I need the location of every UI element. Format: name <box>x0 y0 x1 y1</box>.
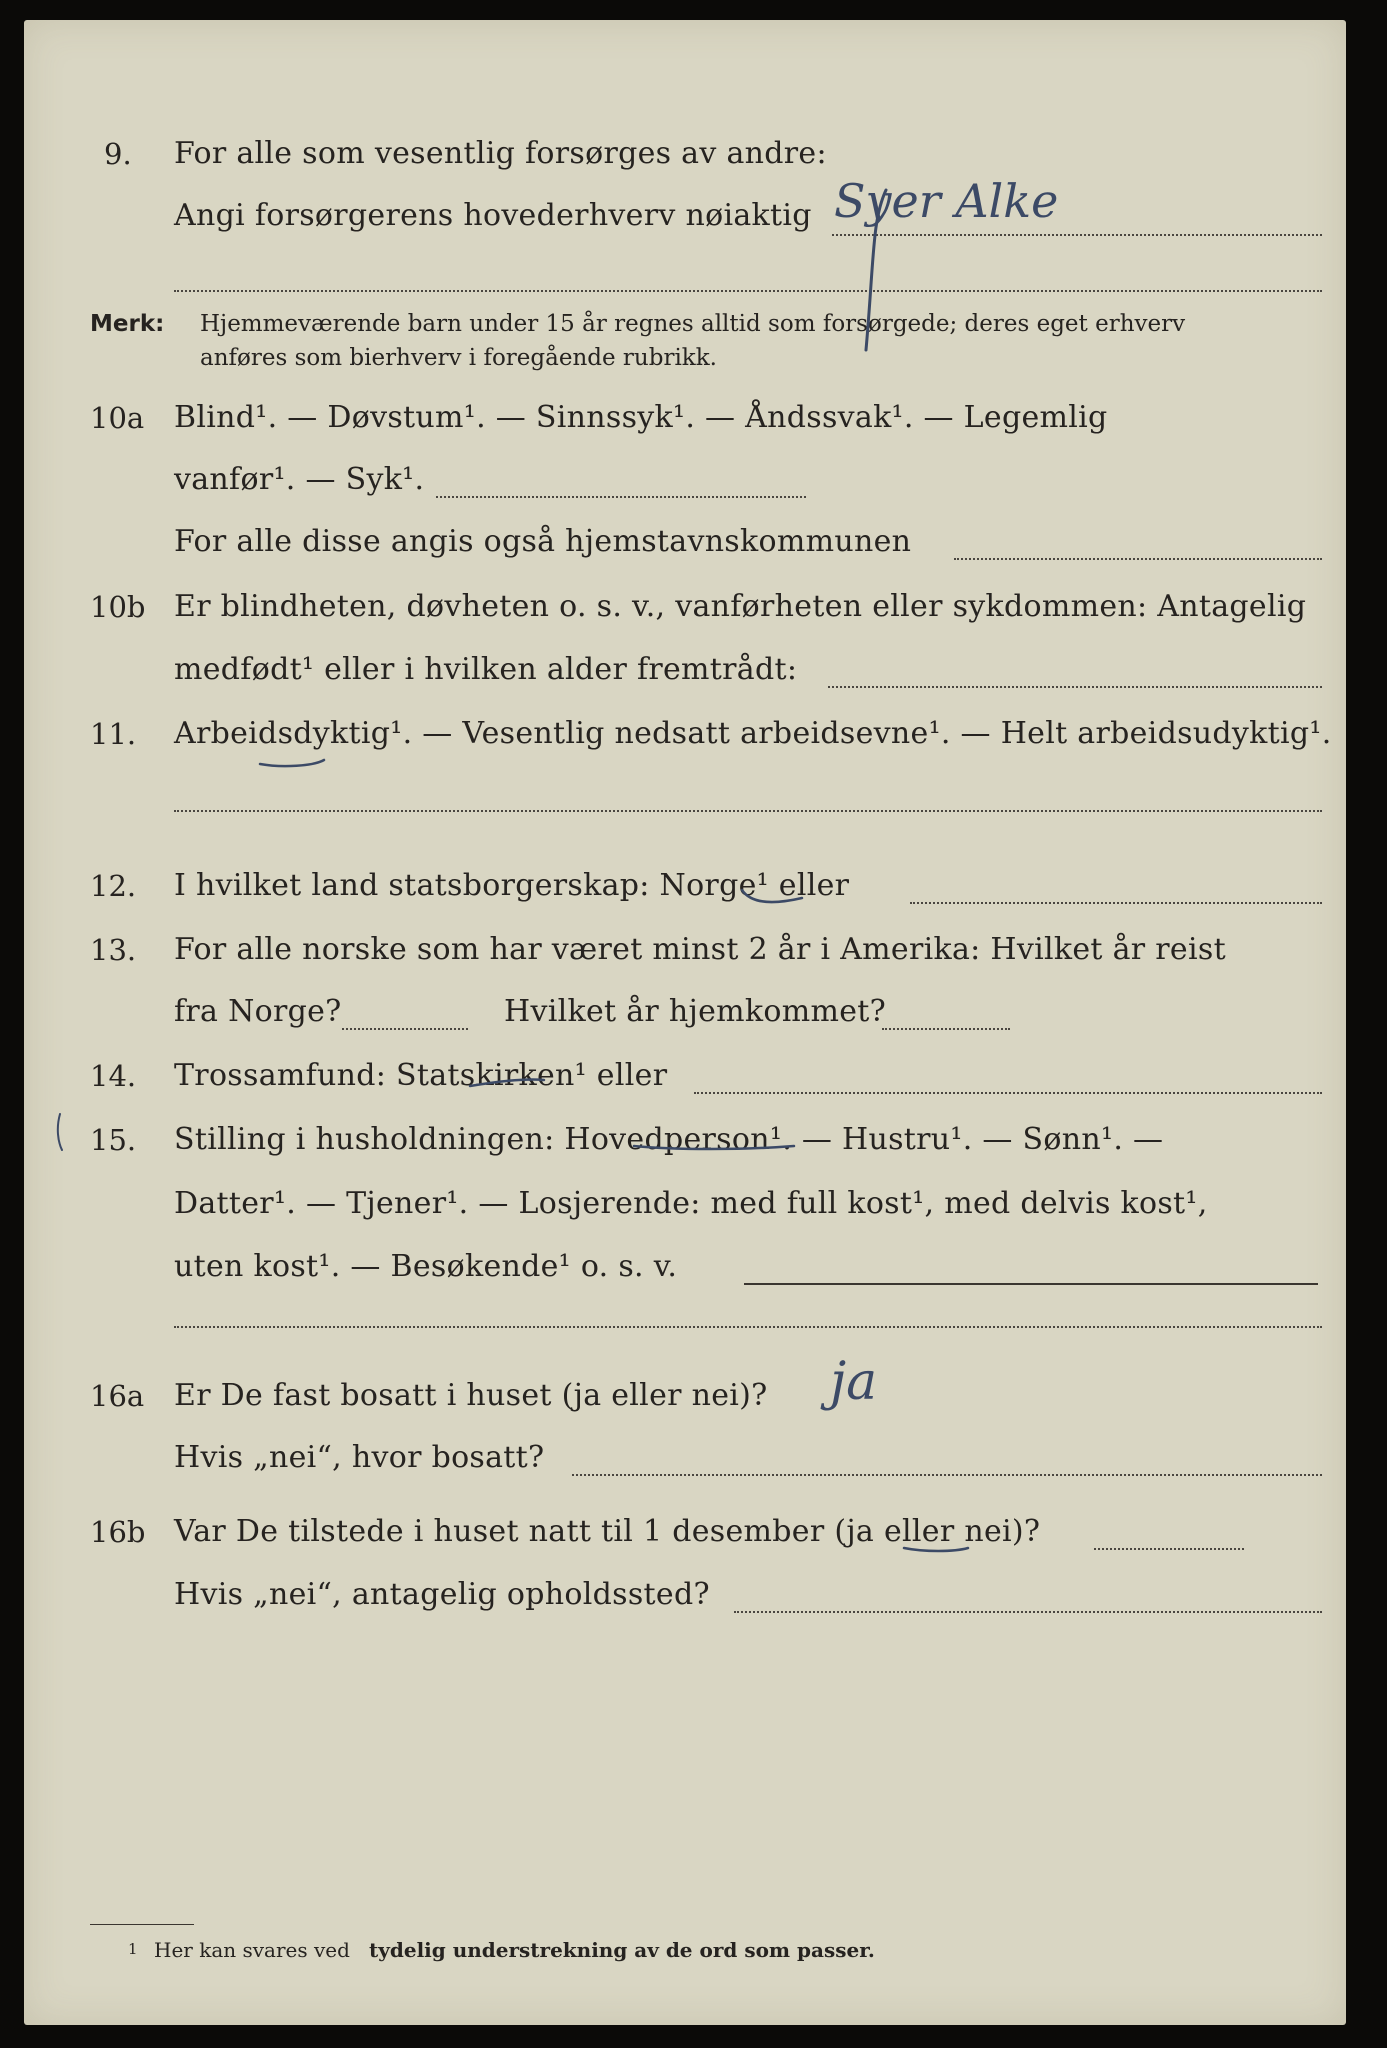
answer-line[interactable] <box>436 496 806 498</box>
footnote-text: Her kan svares ved <box>154 1938 350 1962</box>
question-13-line-2 <box>24 988 1346 1036</box>
question-number: 15. <box>90 1123 137 1157</box>
question-number: 12. <box>90 869 137 903</box>
question-number: 14. <box>90 1059 137 1093</box>
census-form-page <box>24 20 1346 2025</box>
question-text: fra Norge? <box>174 994 342 1029</box>
question-text: For alle norske som har været minst 2 år i Amerika: Hvilket år reist <box>174 932 1226 967</box>
note-label: Merk: <box>90 311 165 337</box>
question-text: Angi forsørgerens hovederhverv nøiaktig <box>174 198 812 233</box>
answer-line[interactable] <box>882 1028 1010 1030</box>
underline-arbeidsdyktig <box>260 760 324 766</box>
question-text: Er blindheten, døvheten o. s. v., vanførheten eller sykdommen: Antagelig <box>174 589 1307 624</box>
question-10a-line-3 <box>24 518 1346 566</box>
handwritten-answer: ja <box>830 1352 878 1412</box>
question-text: Trossamfund: Statskirken¹ eller <box>174 1058 668 1093</box>
question-text: vanfør¹. — Syk¹. <box>174 462 425 497</box>
answer-line[interactable] <box>954 558 1322 560</box>
question-14 <box>24 1052 1346 1100</box>
answer-line[interactable] <box>174 290 1322 292</box>
question-15 <box>24 1116 1346 1164</box>
note-text: anføres som bierhverv i foregående rubrikk. <box>200 345 717 371</box>
answer-line[interactable] <box>910 902 1322 904</box>
question-text: Var De tilstede i huset natt til 1 desember (ja eller nei)? <box>174 1514 1041 1549</box>
question-11 <box>24 710 1346 758</box>
answer-line[interactable] <box>734 1611 1322 1613</box>
question-number: 10a <box>90 401 145 435</box>
question-text: Hvis „nei“, antagelig opholdssted? <box>174 1577 710 1612</box>
question-13 <box>24 926 1346 974</box>
answer-line[interactable] <box>744 1283 1318 1285</box>
answer-line[interactable] <box>174 810 1322 812</box>
question-9 <box>24 130 1346 178</box>
question-number: 11. <box>90 717 137 751</box>
answer-line[interactable] <box>832 234 1322 236</box>
footnote-rule <box>90 1924 194 1925</box>
footnote-mark: 1 <box>128 1940 138 1958</box>
question-15-line-2 <box>24 1180 1346 1228</box>
question-number: 13. <box>90 933 137 967</box>
question-text: Er De fast bosatt i huset (ja eller nei)? <box>174 1378 768 1413</box>
answer-line[interactable] <box>694 1092 1322 1094</box>
question-10b <box>24 583 1346 631</box>
answer-line[interactable] <box>828 686 1322 688</box>
footnote-bold: tydelig understrekning av de ord som passer. <box>369 1938 875 1962</box>
question-16b-line-2 <box>24 1571 1346 1619</box>
question-text: For alle disse angis også hjemstavnskommunen <box>174 524 912 559</box>
question-text: Blind¹. — Døvstum¹. — Sinnssyk¹. — Åndssvak¹. — Legemlig <box>174 400 1108 435</box>
question-10a <box>24 394 1346 442</box>
question-number: 16a <box>90 1379 145 1413</box>
question-text: uten kost¹. — Besøkende¹ o. s. v. <box>174 1249 678 1284</box>
question-text: Stilling i husholdningen: Hovedperson¹. — Hustru¹. — Sønn¹. — <box>174 1122 1164 1157</box>
question-text: Hvis „nei“, hvor bosatt? <box>174 1440 545 1475</box>
question-number: 10b <box>90 590 146 624</box>
question-number: 16b <box>90 1515 146 1549</box>
question-12 <box>24 862 1346 910</box>
question-text: Hvilket år hjemkommet? <box>504 994 887 1029</box>
answer-line[interactable] <box>174 1326 1322 1328</box>
question-16b <box>24 1508 1346 1556</box>
question-text: Arbeidsdyktig¹. — Vesentlig nedsatt arbeidsevne¹. — Helt arbeidsudyktig¹. <box>174 716 1332 751</box>
answer-line[interactable] <box>572 1474 1322 1476</box>
question-15-line-3 <box>24 1243 1346 1291</box>
question-10b-line-2 <box>24 646 1346 694</box>
answer-line[interactable] <box>1094 1548 1244 1550</box>
question-16a <box>24 1352 1346 1420</box>
question-9-line-2 <box>24 174 1346 240</box>
answer-line[interactable] <box>342 1028 468 1030</box>
question-text: I hvilket land statsborgerskap: Norge¹ eller <box>174 868 850 903</box>
handwritten-answer: Syer Alke <box>834 174 1059 228</box>
question-10a-line-2 <box>24 456 1346 504</box>
question-text: medfødt¹ eller i hvilken alder fremtrådt: <box>174 652 798 687</box>
question-text: Datter¹. — Tjener¹. — Losjerende: med full kost¹, med delvis kost¹, <box>174 1186 1208 1221</box>
question-text: For alle som vesentlig forsørges av andre: <box>174 136 827 171</box>
note-text: Hjemmeværende barn under 15 år regnes alltid som forsørgede; deres eget erhverv <box>200 311 1186 337</box>
question-number: 9. <box>104 137 132 171</box>
question-16a-line-2 <box>24 1434 1346 1482</box>
